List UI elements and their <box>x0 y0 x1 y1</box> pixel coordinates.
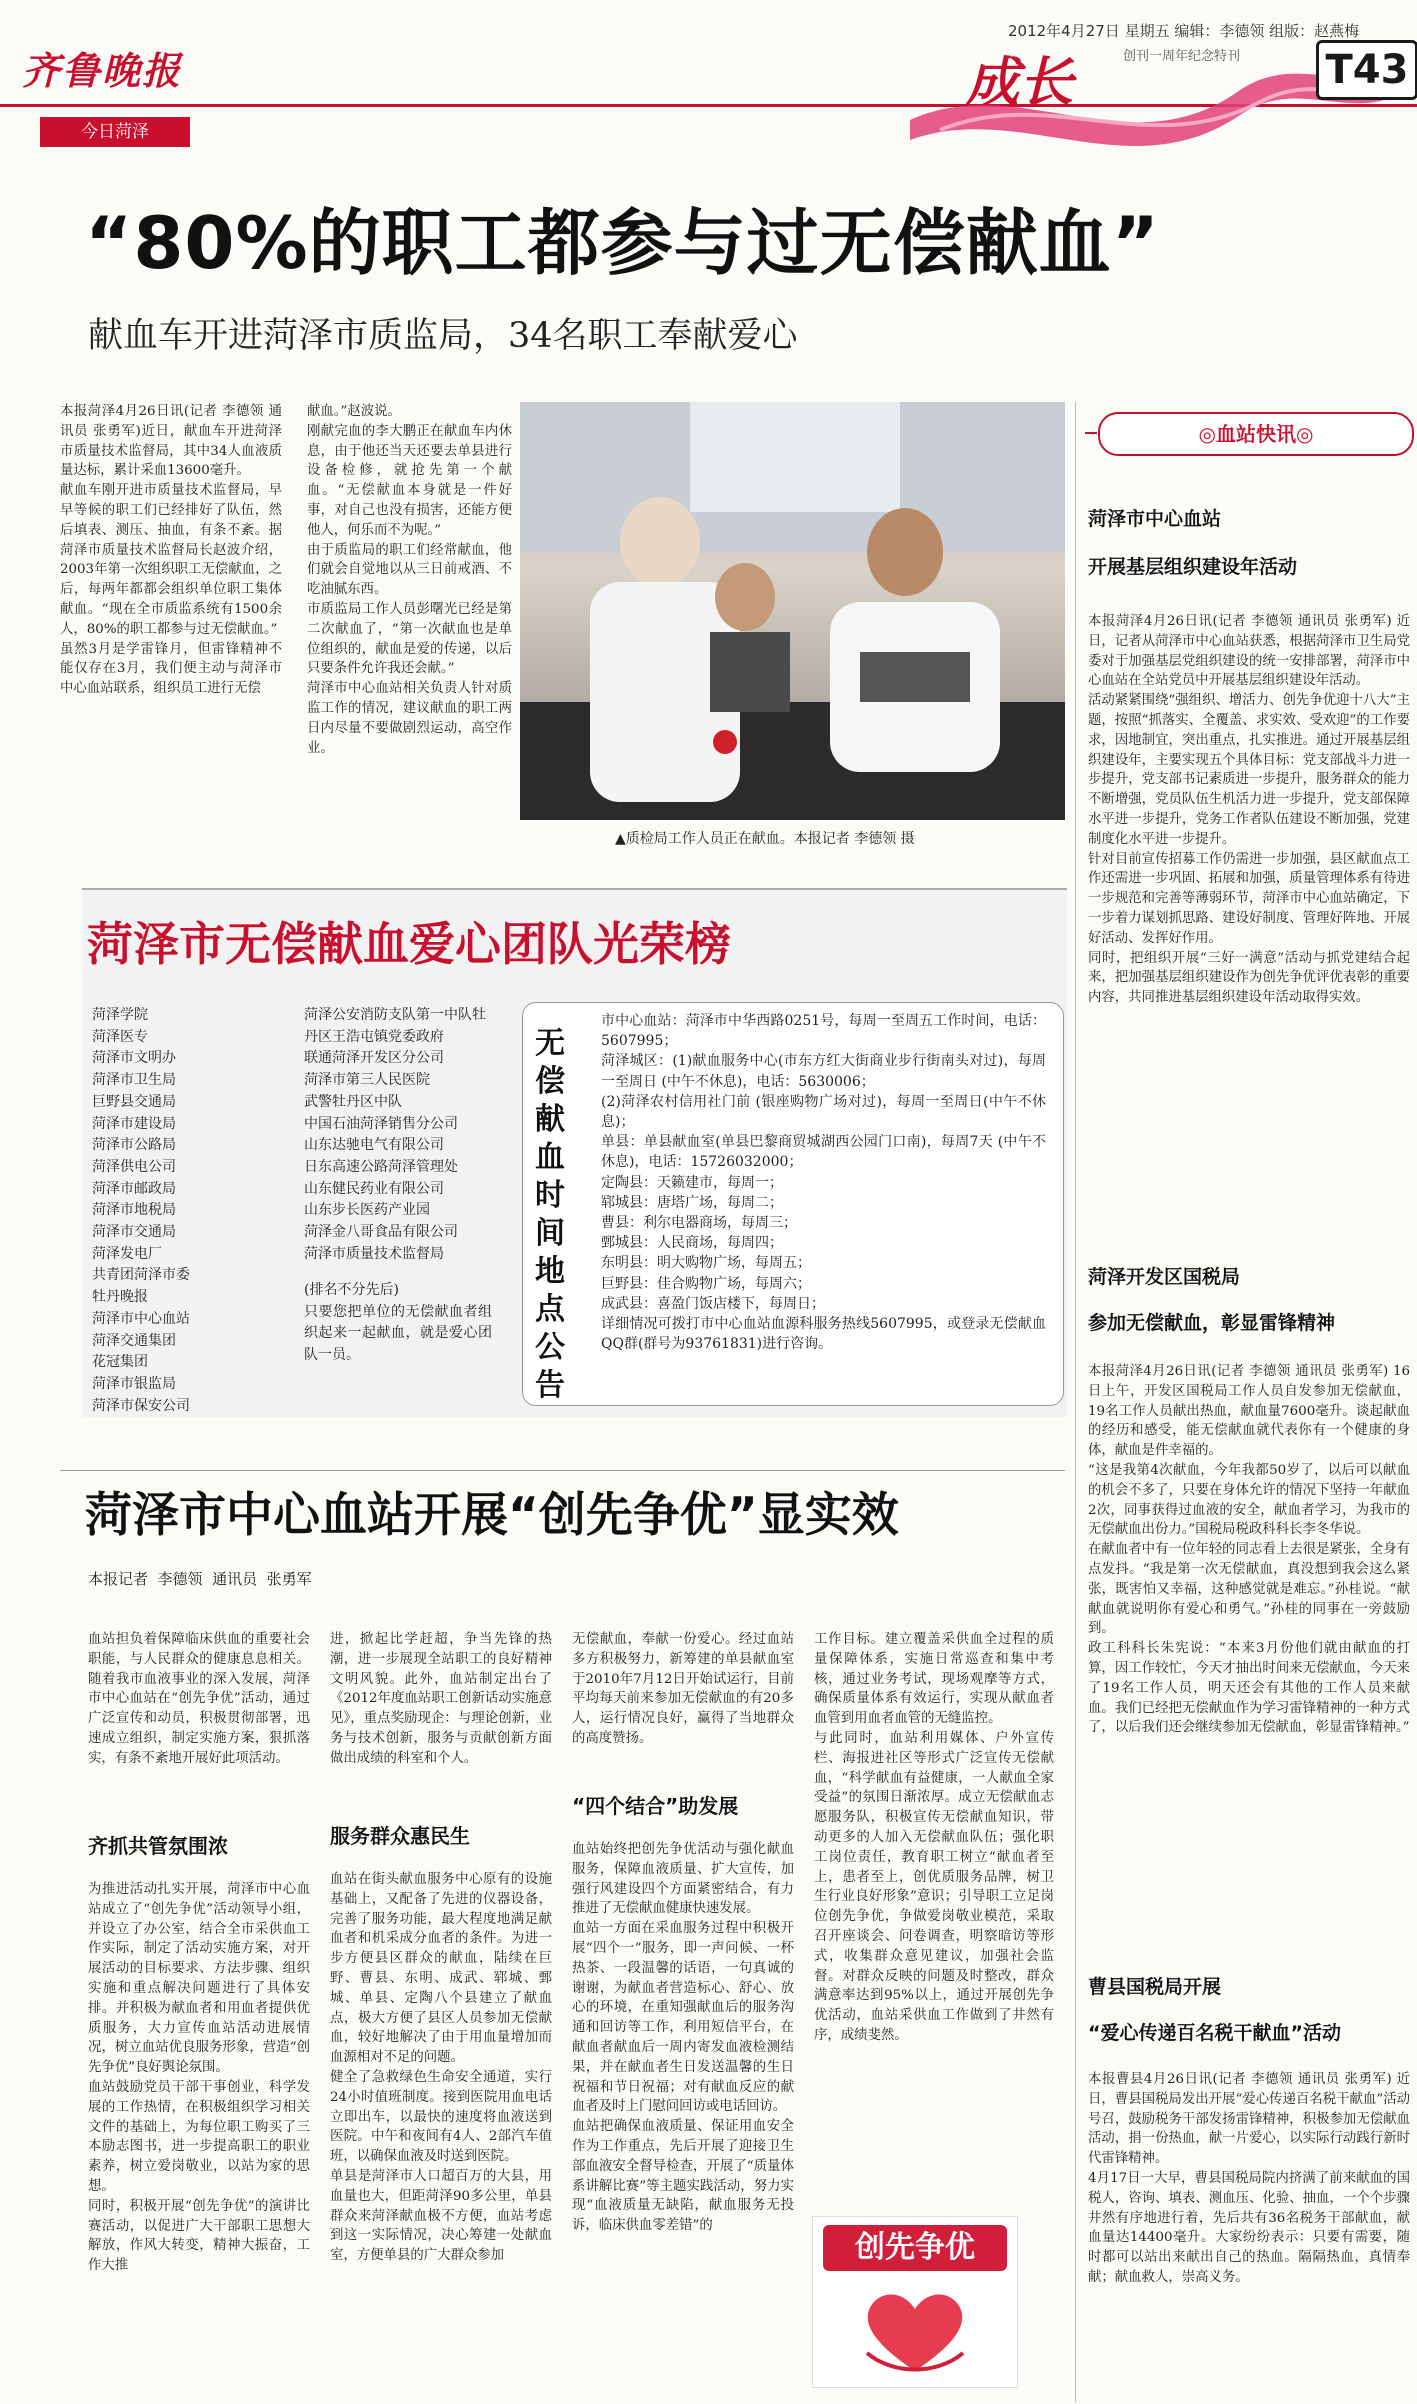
bottom-headline: 菏泽市中心血站开展“创先争优”显实效 <box>85 1488 899 1543</box>
sidebar-heading: ◎血站快讯◎ <box>1198 422 1314 446</box>
schedule-box <box>522 1002 1064 1406</box>
sidebar-item3-org: 曹县国税局开展 <box>1088 1976 1222 1998</box>
sidebar-item1-org: 菏泽市中心血站 <box>1088 508 1222 530</box>
bottom-col2-intro: 进，掀起比学赶超，争当先锋的热潮，进一步展现全站职工的良好精神文明风貌。此外，血站制定出台了《2012年度血站职工创新话动实施意见》，重点奖励现企：与理论创新，业务与技术创新，服务与贡献创新方面做出成绩的科室和个人。 <box>330 1632 552 1766</box>
bottom-col3-body: 血站始终把创先争优活动与强化献血服务，保障血液质量、扩大宣传，加强行风建设四个方面紧密结合，有力推进了无偿献血健康快速发展。 血站一方面在采血服务过程中积极开展“四个一”服务，即一声问候、一杯热茶、一段温馨的话语，一句真诚的谢谢，为献血者营造标心、舒心、放心的环境，在重知强献血后的服务沟通和回访等工作，利用短信平台，在献血者献血后一周内寄发血液检测结果，并在献血者生日发送温馨的生日祝福和节日祝福；对有献血反应的献血者及时上门慰问回访或电话回访。 血站把确保血液质量、保证用血安全作为工作重点，先后开展了迎接卫生部血液安全督导检查，开展了“质量体系讲解比赛”等主题实践活动，努力实现“血液质量无缺陷，献血服务无投诉，临床供血零差错”的 <box>572 1842 794 2234</box>
sidebar-item3-body: 本报曹县4月26日讯(记者 李德领 通讯员 张勇军) 近日，曹县国税局发出开展“爱心传递百名税干献血”活动号召，鼓励税务干部发扬雷锋精神，积极参加无偿献血活动，捐一份热血，献一片爱心，以实际行动践行新时代雷锋精神。 4月17日一大早，曹县国税局院内挤满了前来献血的国税人，咨询、填表、测血压、化验、抽血，一个个步骤井然有序地进行着，先后共有36名税务干部献血，献血量达14400毫升。大家纷纷表示：只要有需要，随时都可以站出来献出自己的热血。隔隔热血，真情奉献；献血救人，崇高义务。 <box>1088 2072 1410 2285</box>
schedule-heading: 无偿献血时间地点公告 <box>535 1026 565 1403</box>
photo-caption: ▲质检局工作人员正在献血。本报记者 李德领 摄 <box>615 831 915 847</box>
sidebar-item3-title: “爱心传递百名税干献血”活动 <box>1088 2022 1341 2044</box>
sidebar-item1-body: 本报菏泽4月26日讯(记者 李德领 通讯员 张勇军) 近日，记者从菏泽市中心血站获悉，根据菏泽市卫生局党委对于加强基层党组织建设的统一安排部署，菏泽市中心血站在全站党员中开展基层组织建设年活动。 活动紧紧围绕“强组织、增活力、创先争优迎十八大”主题，按照“抓落实、全覆盖、求实效、受欢迎”的工作要求，因地制宜，突出重点，扎实推进。通过开展基层组织建设年，主要实现五个具体目标：党支部战斗力进一步提升，党支部书记素质进一步提升，服务群众的能力不断增强，党员队伍生机活力进一步提升，党支部保障水平进一步提升，党务工作者队伍建设不断加强，党建制度化水平进一步提升。 针对目前宣传招募工作仍需进一步加强，县区献血点工作还需进一步巩固、拓展和加强，质量管理体系有待进一步规范和完善等薄弱环节，菏泽市中心血站确定，下一步着力谋划抓思路、建设好制度、管理好阵地、开展好活动、发挥好作用。 同时，把组织开展“三好一满意”活动与抓党建结合起来，把加强基层组织建设作为创先争优评优表彰的重要内容，共同推进基层组织建设年活动取得实效。 <box>1088 614 1410 1006</box>
lead-column-2: 献血。”赵波说。 刚献完血的李大鹏正在献血车内休息，由于他还当天还要去单县进行设备检修，就抢先第一个献血。“无偿献血本身就是一件好事，对自己也没有损害，还能方便他人，何乐而不为呢。” 由于质监局的职工们经常献血，他们就会自觉地以从三日前戒酒、不吃油腻东西。 市质监局工作人员彭曙光已经是第二次献血了，“第一次献血也是单位组织的，献血是爱的传递，以后只要条件允许我还会献。” 菏泽市中心血站相关负责人针对质监工作的情况，建议献血的职工两日内尽量不要做剧烈运动，高空作业。 <box>307 404 512 756</box>
bottom-story-rule <box>60 1470 1065 1471</box>
creation-badge <box>812 2216 1018 2388</box>
heart-icon <box>853 2283 977 2379</box>
bottom-col3-intro: 无偿献血，奉献一份爱心。经过血站多方积极努力，新筹建的单县献血室于2010年7月12日开始试运行，目前平均每天前来参加无偿献血的有20多人，运行情况良好，赢得了当地群众的高度赞扬。 <box>572 1632 794 1746</box>
sidebar-item2-title: 参加无偿献血，彰显雷锋精神 <box>1088 1312 1336 1334</box>
sidebar-header <box>1098 412 1414 456</box>
section-tab <box>40 117 190 147</box>
date-line: 2012年4月27日 星期五 编辑：李德领 组版：赵燕梅 <box>1008 22 1360 40</box>
banner-word: 成长 <box>965 50 1073 114</box>
masthead <box>0 0 1417 160</box>
bottom-col1-intro: 血站担负着保障临床供血的重要社会职能，与人民群众的健康息息相关。随着我市血液事业的深入发展，菏泽市中心血站在“创先争优”活动，通过广泛宣传和动员，积极贯彻部署，迅速成立组织，制定实施方案，狠抓落实，有条不紊地开展好此项活动。 <box>88 1632 310 1766</box>
sidebar-rule <box>1075 402 1076 2402</box>
sidebar-item2-body: 本报菏泽4月26日讯(记者 李德领 通讯员 张勇军) 16日上午，开发区国税局工作人员自发参加无偿献血，19名工作人员献出热血，献血量7600毫升。谈起献血的经历和感受，能无偿献血就代表你有一个健康的身体，献血是件幸福的。 “这是我第4次献血，今年我都50岁了，以后可以献血的机会不多了，只要在身体允许的情况下坚持一年献血2次，同事获得过血液的安全，献血者学习，为我市的无偿献血出份力。”国税局税政科科长李冬华说。 在献血者中有一位年轻的同志看上去很是紧张，全身有点发抖。“我是第一次无偿献血，真没想到我会这么紧张，既害怕又幸福，这种感觉就是难忘。”孙桂说。“献献血就说明你有爱心和勇气。”孙桂的同事在一旁鼓励到。 政工科科长朱宪说：“本来3月份他们就由献血的打算，因工作较忙，今天才抽出时间来无偿献血，今天来了19名工作人员，明天还会有其他的工作人员来献血。我们已经把无偿献血作为学习雷锋精神的一种方式了，以后我们还会继续参加无偿献血，彰显雷锋精神。” <box>1088 1364 1410 1736</box>
bottom-col3-heading: “四个结合”助发展 <box>572 1794 739 1818</box>
section-label: 今日菏泽 <box>81 122 149 142</box>
newspaper-logo: 齐鲁晚报 <box>22 48 183 93</box>
honor-roll-title: 菏泽市无偿献血爱心团队光荣榜 <box>87 917 731 971</box>
lead-subhead: 献血车开进菏泽市质监局，34名职工奉献爱心 <box>88 316 798 356</box>
honor-roll-list-b: 菏泽公安消防支队第一中队牡丹区王浩屯镇党委政府 联通菏泽开发区分公司 菏泽市第三人民医院 武警牡丹区中队 中国石油菏泽销售分公司 山东达驰电气有限公司 日东高速公路菏泽管理处 山东健民药业有限公司 山东步长医药产业园 菏泽金八哥食品有限公司 菏泽市质量技术监督局 <box>304 1007 486 1262</box>
badge-label-box <box>823 2225 1007 2271</box>
honor-roll-note: (排名不分先后) 只要您把单位的无偿献血者组织起来一起献血，就是爱心团队一员。 <box>304 1282 492 1364</box>
bottom-col2-heading: 服务群众惠民生 <box>330 1824 470 1848</box>
sidebar-header-rule <box>1085 432 1097 434</box>
badge-label: 创先争优 <box>855 2230 975 2265</box>
sidebar-item2-org: 菏泽开发区国税局 <box>1088 1266 1241 1288</box>
page-number <box>1316 40 1417 100</box>
bottom-byline: 本报记者 李德领 通讯员 张勇军 <box>88 1570 312 1588</box>
lead-headline: “80%的职工都参与过无偿献血” <box>85 201 1160 285</box>
photo-illustration <box>520 402 1065 820</box>
honor-roll-box <box>82 888 1067 1417</box>
page-number-label: T43 <box>1325 47 1409 93</box>
lead-photo <box>520 402 1065 820</box>
lead-column-1: 本报菏泽4月26日讯(记者 李德领 通讯员 张勇军)近日，献血车开进菏泽市质量技术监督局，其中34人血液质量达标，累计采血13600毫升。 献血车刚开进市质量技术监督局，早早等候的职工们已经排好了队伍，然后填表、测压、抽血，有条不紊。据菏泽市质量技术监督局长赵波介绍，2003年第一次组织职工无偿献血，之后，每两年都都会组织单位职工集体献血。“现在全市质监系统有1500余人，80%的职工都参与过无偿献血。” 虽然3月是学雷锋月，但雷锋精神不能仅存在3月，我们便主动与菏泽市中心血站联系，组织员工进行无偿 <box>60 404 282 697</box>
bottom-col4-body: 工作目标。建立覆盖采供血全过程的质量保障体系，实施日常巡查和集中考核，通过业务考试，现场观摩等方式，确保质量体系有效运行，实现从献血者血管到用血者血管的无缝监控。 与此同时，血站利用媒体、户外宣传栏、海报进社区等形式广泛宣传无偿献血，“科学献血有益健康，一人献血全家受益”的氛围日渐浓厚。成立无偿献血志愿服务队，积极宣传无偿献血知识，带动更多的人加入无偿献血队伍；强化职工岗位责任，教育职工树立“献血者至上，患者至上，创优质服务品牌，树卫生行业良好形象”意识；引导职工立足岗位创先争优，争做爱岗敬业模范，采取召开座谈会、问卷调查，明察暗访等形式，收集群众意见建议，加强社会监督。对群众反映的问题及时整改，群众满意率达到95%以上，通过开展创先争优活动，血站采供血工作做到了井然有序，成绩斐然。 <box>814 1632 1054 2043</box>
bottom-col1-heading: 齐抓共管氛围浓 <box>88 1834 228 1858</box>
bottom-col1-body: 为推进活动扎实开展，菏泽市中心血站成立了“创先争优”活动领导小组，并设立了办公室，结合全市采供血工作实际，制定了活动实施方案，对开展活动的目标要求、方法步骤、组织实施和重点解决问题进行了具体安排。并积极为献血者和用血者提供优质服务，大力宣传血站活动进展情况，树立血站优良服务形象，营造“创先争优”良好舆论氛围。 血站鼓励党员干部干事创业，科学发展的工作热情，在积极组织学习相关文件的基础上，为每位职工购买了三本励志图书，进一步提高职工的职业素养，树立爱岗敬业，以站为家的思想。 同时，积极开展“创先争优”的演讲比赛活动，以促进广大干部职工思想大解放，作风大转变，精神大振奋，工作大推 <box>88 1882 310 2274</box>
honor-roll-list-a: 菏泽学院 菏泽医专 菏泽市文明办 菏泽市卫生局 巨野县交通局 菏泽市建设局 菏泽市公路局 菏泽供电公司 菏泽市邮政局 菏泽市地税局 菏泽市交通局 菏泽发电厂 共青团菏泽市委 牡丹晚报 菏泽市中心血站 菏泽交通集团 花冠集团 菏泽市银监局 菏泽市保安公司 <box>92 1007 190 1414</box>
schedule-text: 市中心血站：菏泽市中华西路0251号，每周一至周五工作时间，电话：5607995； 菏泽城区：(1)献血服务中心(市东方红大街商业步行街南头对过)，每周一至周日 (中午不休息)，电话：5630006； (2)菏泽农村信用社门前 (银座购物广场对过)，每周一至周日(中午不休息)； 单县：单县献血室(单县巴黎商贸城湖西公园门口南)，每周7天 (中午不休息)，电话：15726032000； 定陶县：天籁建市，每周一； 郓城县：唐塔广场，每周二； 曹县：利尔电器商场，每周三； 鄄城县：人民商场，每周四； 东明县：明大购物广场，每周五； 巨野县：佳合购物广场，每周六； 成武县：喜盈门饭店楼下，每周日； 详细情况可拨打市中心血站血源科服务热线5607995，或登录无偿献血QQ群(群号为93761831)进行咨询。 <box>601 1013 1046 1353</box>
bottom-col2-body: 血站在街头献血服务中心原有的设施基础上，又配备了先进的仪器设备，完善了服务功能，最大程度地满足献血者和机采成分血者的条件。为进一步方便县区群众的献血，陆续在巨野、曹县、东明、成武、郓城、鄄城、单县、定陶八个县建立了献血点，极大方便了县区人员参加无偿献血，较好地解决了由于用血量增加而血源相对不足的问题。 健全了急救绿色生命安全通道，实行24小时值班制度。接到医院用血电话立即出车，以最快的速度将血液送到医院。中午和夜间有4人、2部汽车值班，以确保血液及时送到医院。 单县是菏泽市人口超百万的大县，用血量也大，但距菏泽90多公里，单县群众来菏泽献血极不方便，血站考虑到这一实际情况，决心筹建一处献血室，方便单县的广大群众参加 <box>330 1872 552 2264</box>
sidebar-item1-title: 开展基层组织建设年活动 <box>1088 556 1298 578</box>
special-issue-label: 创刊一周年纪念特刊 <box>1123 49 1241 64</box>
